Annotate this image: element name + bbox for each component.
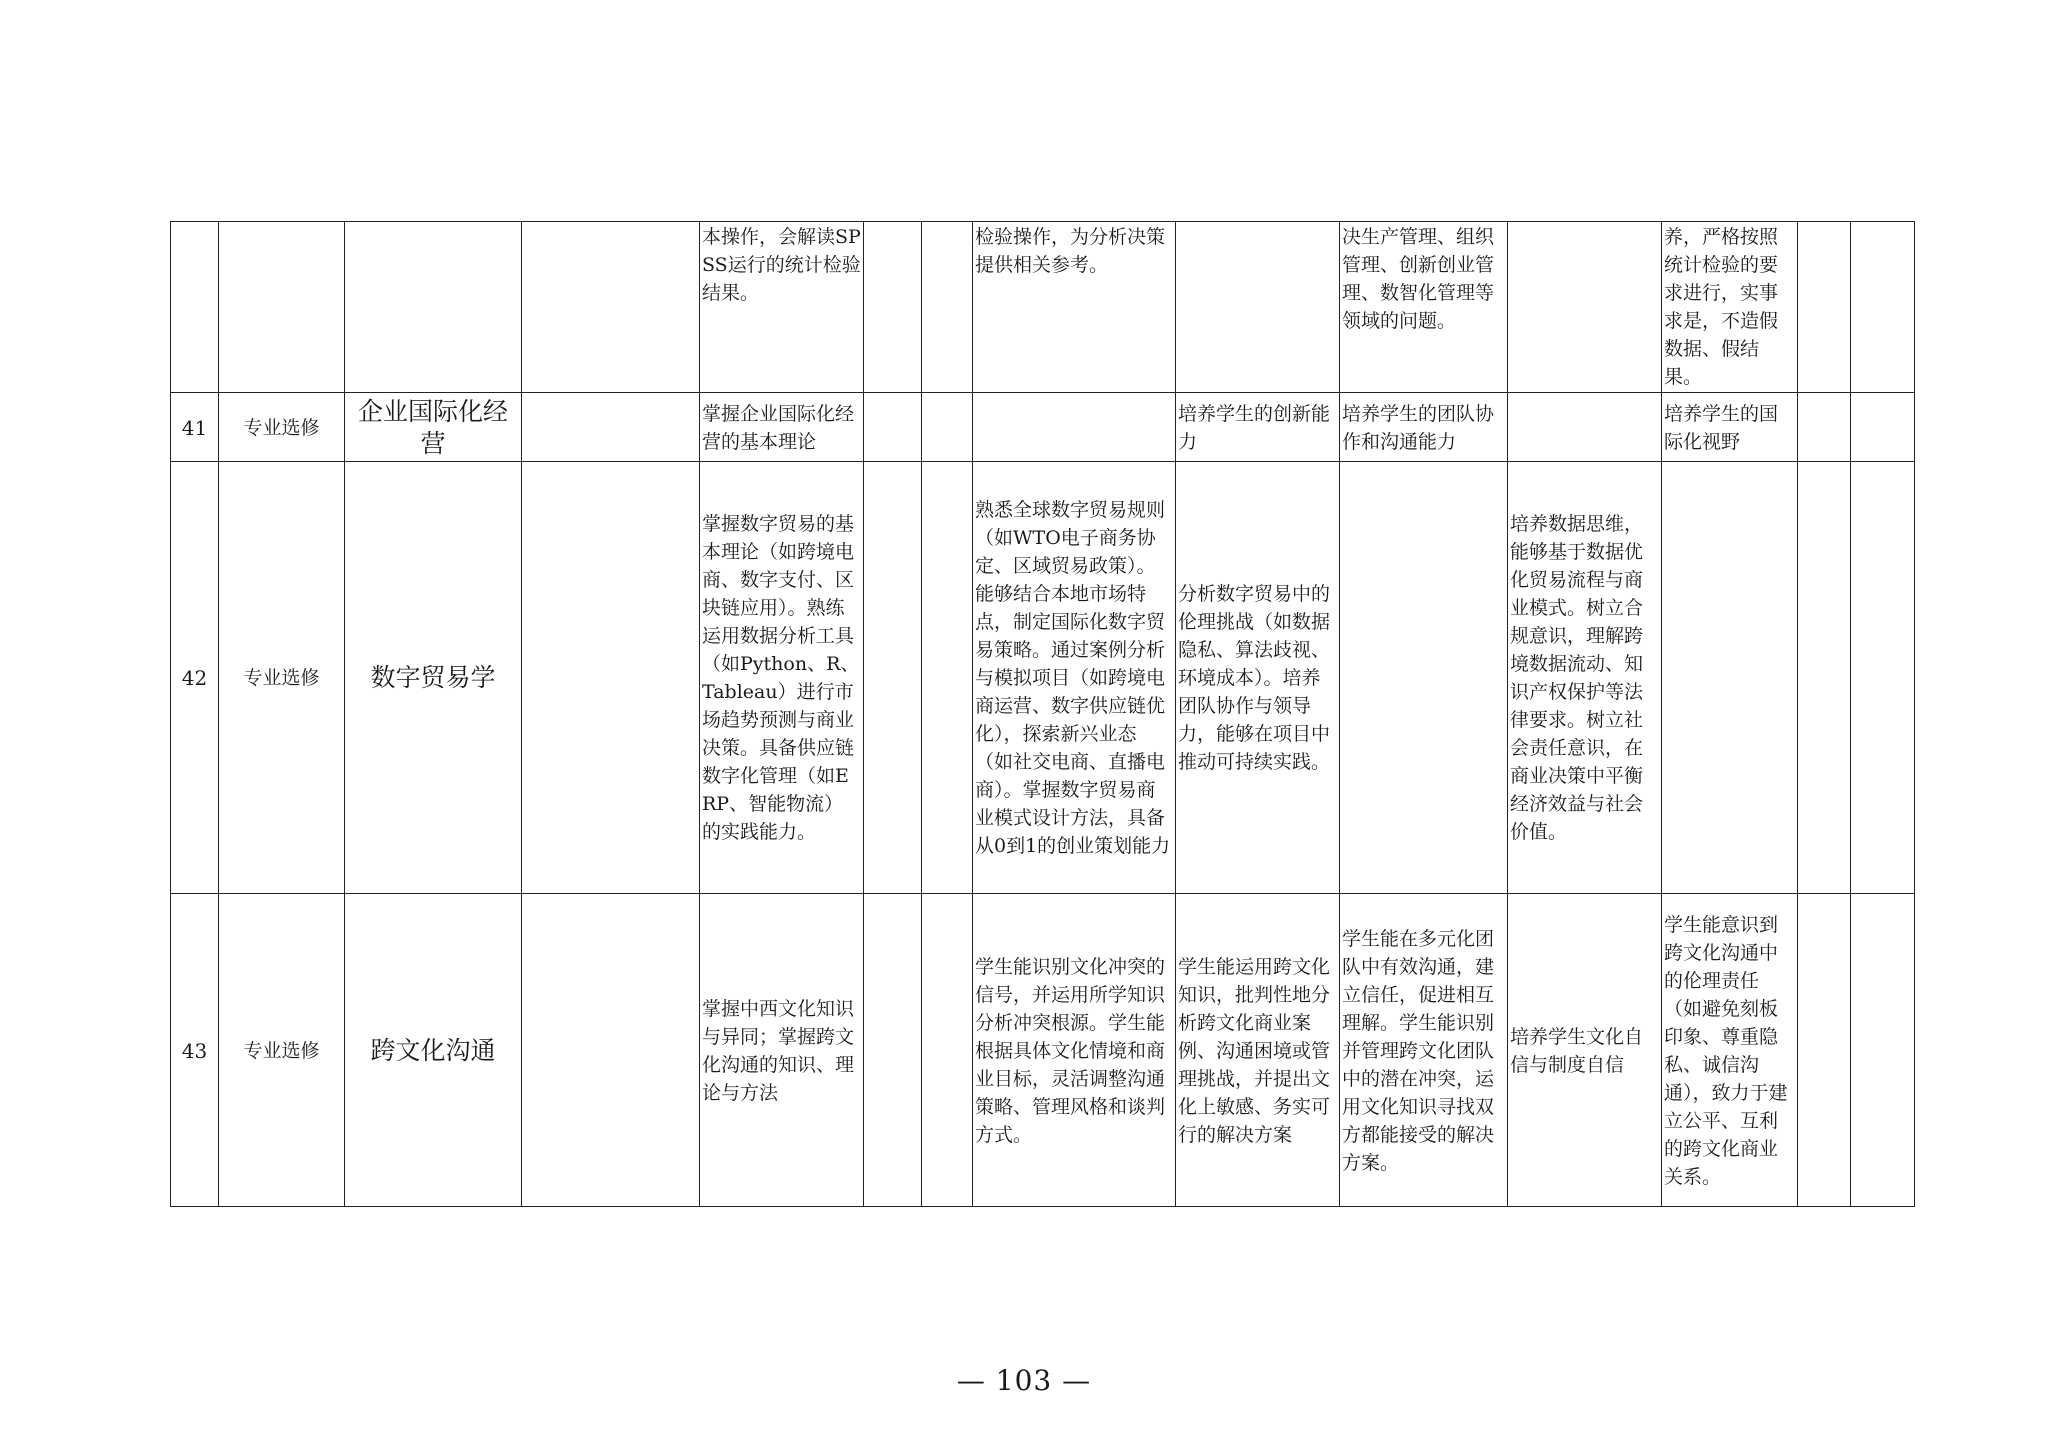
table-row (171, 462, 1915, 894)
literacy-objective: 培养数据思维，能够基于数据优化贸易流程与商业模式。树立合规意识，理解跨境数据流动、知识产权保护等法律要求。树立社会责任意识，在商业决策中平衡经济效益与社会价值。 (1508, 462, 1662, 894)
ability-objective: 学生能识别文化冲突的信号，并运用所学知识分析冲突根源。学生能根据具体文化情境和商业目标，灵活调整沟通策略、管理风格和谈判方式。 (973, 894, 1176, 1207)
empty-cell (864, 462, 922, 894)
empty-cell (1851, 393, 1915, 462)
empty-cell (1798, 393, 1851, 462)
knowledge-objective: 掌握企业国际化经营的基本理论 (700, 393, 864, 462)
course-name (345, 222, 522, 393)
table-row (171, 393, 1915, 462)
page-number: — 103 — (956, 1364, 1092, 1397)
empty-cell (522, 222, 700, 393)
empty-cell (1798, 894, 1851, 1207)
course-type: 专业选修 (219, 894, 345, 1207)
empty-cell (922, 462, 973, 894)
innovation-objective: 学生能运用跨文化知识，批判性地分析跨文化商业案例、沟通困境或管理挑战，并提出文化上敏感、务实可行的解决方案 (1176, 894, 1340, 1207)
empty-cell (1798, 222, 1851, 393)
knowledge-objective: 掌握中西文化知识与异同；掌握跨文化沟通的知识、理论与方法 (700, 894, 864, 1207)
literacy-objective (1508, 393, 1662, 462)
table-row (171, 894, 1915, 1207)
empty-cell (864, 894, 922, 1207)
teamwork-objective: 决生产管理、组织管理、创新创业管理、数智化管理等领域的问题。 (1340, 222, 1508, 393)
empty-cell (522, 393, 700, 462)
ethics-objective: 学生能意识到跨文化沟通中的伦理责任（如避免刻板印象、尊重隐私、诚信沟通），致力于建立公平、互利的跨文化商业关系。 (1662, 894, 1798, 1207)
teamwork-objective: 学生能在多元化团队中有效沟通，建立信任，促进相互理解。学生能识别并管理跨文化团队中的潜在冲突，运用文化知识寻找双方都能接受的解决方案。 (1340, 894, 1508, 1207)
knowledge-objective: 本操作，会解读SPSS运行的统计检验结果。 (700, 222, 864, 393)
innovation-objective: 分析数字贸易中的伦理挑战（如数据隐私、算法歧视、环境成本）。培养团队协作与领导力，能够在项目中推动可持续实践。 (1176, 462, 1340, 894)
curriculum-table (170, 221, 1915, 1207)
course-number (171, 222, 219, 393)
teamwork-objective (1340, 462, 1508, 894)
teamwork-objective: 培养学生的团队协作和沟通能力 (1340, 393, 1508, 462)
empty-cell (922, 393, 973, 462)
course-type: 专业选修 (219, 393, 345, 462)
empty-cell (922, 894, 973, 1207)
course-name: 企业国际化经营 (345, 393, 522, 462)
innovation-objective (1176, 222, 1340, 393)
course-name: 数字贸易学 (345, 462, 522, 894)
course-number: 41 (171, 393, 219, 462)
knowledge-objective: 掌握数字贸易的基本理论（如跨境电商、数字支付、区块链应用）。熟练运用数据分析工具（如Python、R、Tableau）进行市场趋势预测与商业决策。具备供应链数字化管理（如ERP、智能物流）的实践能力。 (700, 462, 864, 894)
ability-objective (973, 393, 1176, 462)
table-row (171, 222, 1915, 393)
literacy-objective (1508, 222, 1662, 393)
ethics-objective: 养，严格按照统计检验的要求进行，实事求是，不造假数据、假结果。 (1662, 222, 1798, 393)
empty-cell (1851, 222, 1915, 393)
empty-cell (522, 894, 700, 1207)
empty-cell (522, 462, 700, 894)
ability-objective: 检验操作，为分析决策提供相关参考。 (973, 222, 1176, 393)
empty-cell (864, 393, 922, 462)
empty-cell (864, 222, 922, 393)
course-name: 跨文化沟通 (345, 894, 522, 1207)
course-type (219, 222, 345, 393)
ethics-objective (1662, 462, 1798, 894)
empty-cell (1851, 894, 1915, 1207)
empty-cell (922, 222, 973, 393)
literacy-objective: 培养学生文化自信与制度自信 (1508, 894, 1662, 1207)
empty-cell (1798, 462, 1851, 894)
ability-objective: 熟悉全球数字贸易规则（如WTO电子商务协定、区域贸易政策）。能够结合本地市场特点，制定国际化数字贸易策略。通过案例分析与模拟项目（如跨境电商运营、数字供应链优化），探索新兴业态（如社交电商、直播电商）。掌握数字贸易商业模式设计方法，具备从0到1的创业策划能力 (973, 462, 1176, 894)
ethics-objective: 培养学生的国际化视野 (1662, 393, 1798, 462)
course-number: 43 (171, 894, 219, 1207)
course-type: 专业选修 (219, 462, 345, 894)
course-number: 42 (171, 462, 219, 894)
empty-cell (1851, 462, 1915, 894)
innovation-objective: 培养学生的创新能力 (1176, 393, 1340, 462)
